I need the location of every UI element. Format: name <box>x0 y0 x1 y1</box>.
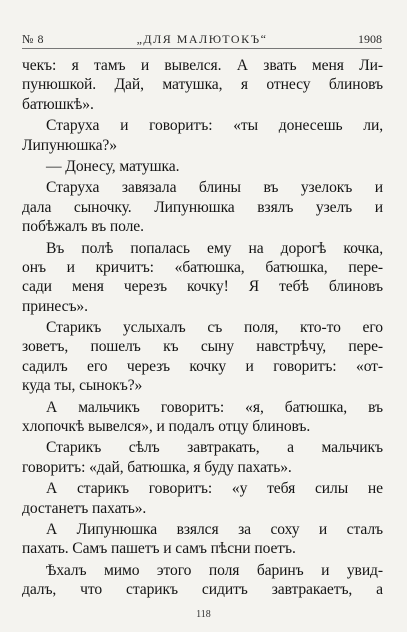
text-line: принесъ». <box>22 297 88 315</box>
text-line: А старикъ говоритъ: «у тебя силы не <box>46 480 383 498</box>
text-line: Старикъ услыхалъ съ поля, кто-то его <box>46 319 383 337</box>
text-line: пунюшкой. Дай, матушка, я отнесу блиновъ <box>22 76 383 94</box>
text-line: А мальчикъ говоритъ: «я, батюшка, въ <box>46 398 383 416</box>
text-line: Старуха и говоритъ: «ты донесешь ли, <box>46 117 383 135</box>
text-line: — Донесу, матушка. <box>46 157 180 175</box>
year: 1908 <box>358 32 382 46</box>
text-line: зоветъ, пошелъ къ сыну навстрѣчу, пере- <box>22 338 383 356</box>
text-line: побѣжалъ въ поле. <box>22 218 144 236</box>
magazine-title: „ДЛЯ МАЛЮТОКЪ“ <box>136 32 268 46</box>
text-line: достанетъ пахать». <box>22 499 147 517</box>
text-line: батюшкѣ». <box>22 95 94 113</box>
text-line: Въ полѣ попалась ему на дорогѣ кочка, <box>46 239 383 257</box>
text-line: чекъ: я тамъ и вывелся. А звать меня Ли- <box>22 57 383 74</box>
text-line: дала сыночку. Липунюшка взялъ узелъ и <box>22 198 383 216</box>
text-line: говоритъ: «дай, батюшка, я буду пахать». <box>22 458 292 476</box>
text-line: А Липунюшка взялся за соху и сталъ <box>46 520 383 538</box>
text-line: Старикъ сѣлъ завтракать, а мальчикъ <box>46 439 383 457</box>
page-number: 118 <box>196 609 211 620</box>
text-line: Ѣхалъ мимо этого поля баринъ и увид- <box>46 561 383 579</box>
running-header <box>22 28 382 48</box>
header-rule <box>22 48 382 49</box>
issue-number: № 8 <box>22 32 44 46</box>
text-line: Старуха завязала блины въ узелокъ и <box>46 179 383 197</box>
text-line: сади меня черезъ кочку! Я тебѣ блиновъ <box>22 278 383 296</box>
story-text <box>22 56 383 600</box>
text-line: онъ и кричитъ: «батюшка, батюшка, пере- <box>22 258 383 276</box>
text-line: далъ, что старикъ сидитъ завтракаетъ, а <box>22 581 383 599</box>
text-line: Липунюшка?» <box>22 136 117 154</box>
text-line: хлопочкѣ вывелся», и подалъ отцу блиновъ. <box>22 418 311 436</box>
text-line: садилъ его черезъ кочку и говоритъ: «от- <box>22 357 383 375</box>
text-line: куда ты, сынокъ?» <box>22 377 143 395</box>
text-line: пахать. Самъ пашетъ и самъ пѣсни поетъ. <box>22 540 296 558</box>
